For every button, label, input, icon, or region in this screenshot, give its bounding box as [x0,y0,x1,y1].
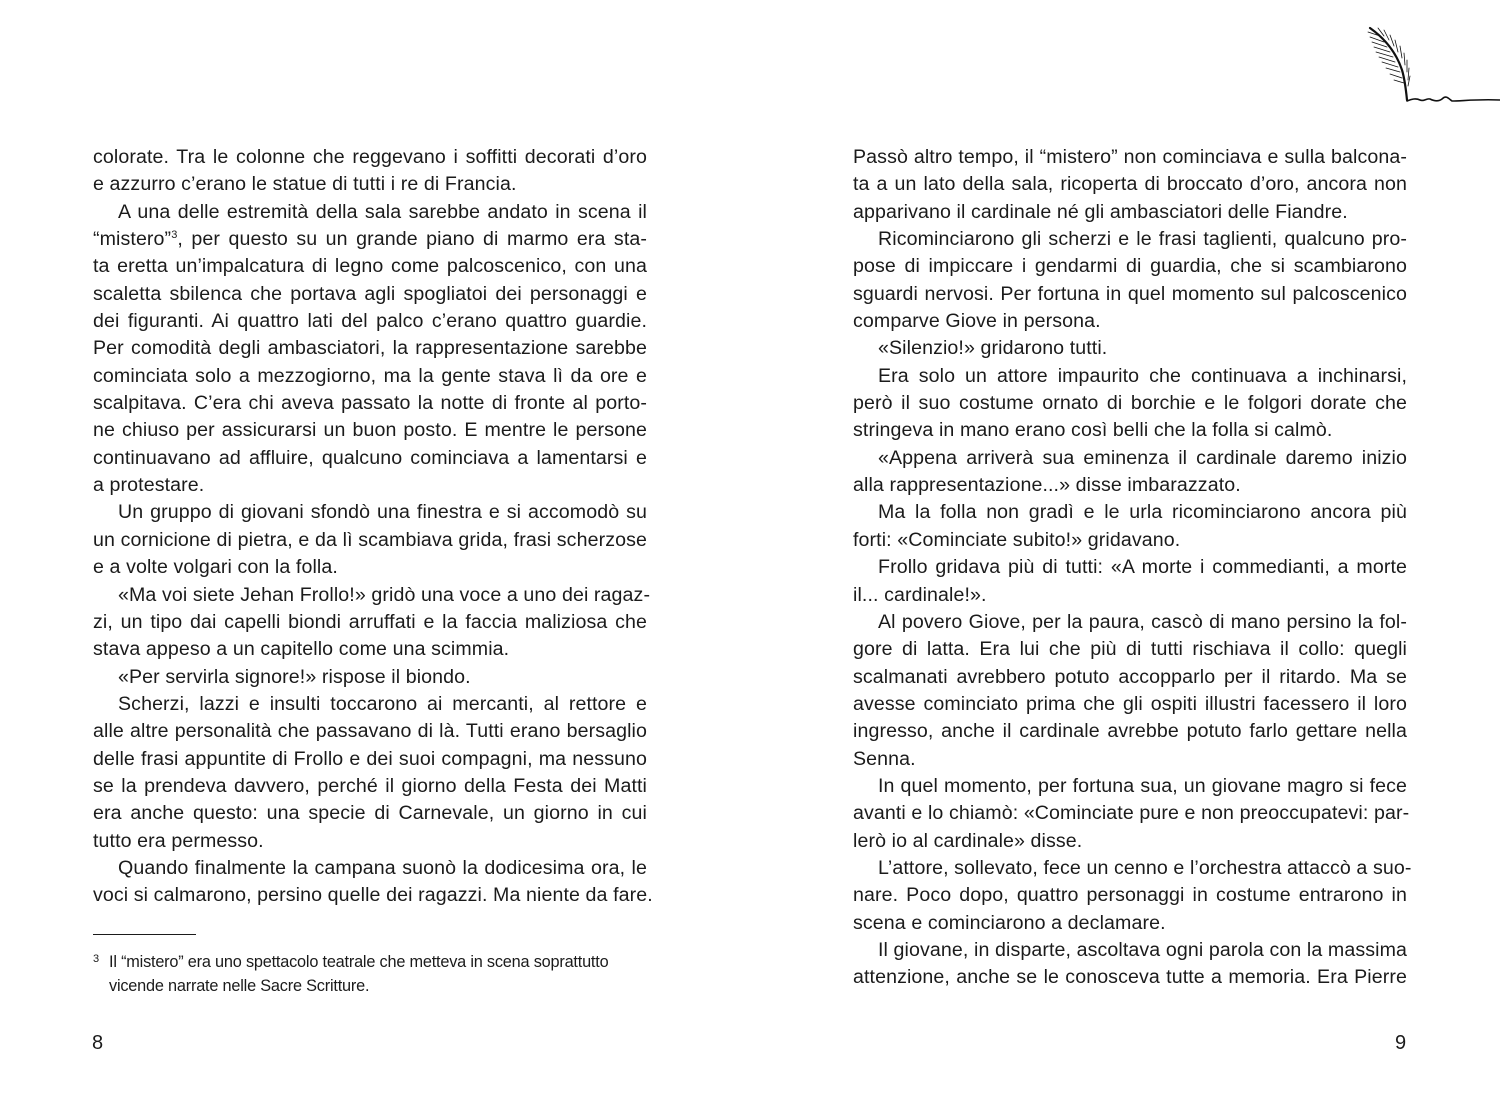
text-line: sguardi nervosi. Per fortuna in quel momento sul palcoscenico [853,282,1407,305]
text-line: Il giovane, in disparte, ascoltava ogni parola con la massima [878,938,1407,961]
text-line: ta eretta un’impalcatura di legno come palcoscenico, con una [93,255,647,278]
text-line: un cornicione di pietra, e da lì scambiava grida, frasi scherzose [93,528,647,551]
text-line: e azzurro c’erano le statue di tutti i re di Francia. [93,173,517,196]
text-line: «Silenzio!» gridarono tutti. [878,337,1108,360]
text-line: era anche questo: una specie di Carnevale, un giorno in cui [93,802,647,825]
footnote-line: vicende narrate nelle Sacre Scritture. [109,976,370,995]
text-line: In quel momento, per fortuna sua, un giovane magro si fece [878,774,1407,797]
paragraph [853,144,1407,226]
text-line: A una delle estremità della sala sarebbe andato in scena il [118,200,647,223]
text-line: delle frasi appuntite di Frollo e dei suoi compagni, ma nessuno [93,747,647,770]
text-line: lerò io al cardinale» disse. [853,829,1083,852]
paragraph [93,664,647,691]
text-line: scaletta sbilenca che portava agli spogliatoi dei personaggi e [93,282,647,305]
text-line: «Per servirla signore!» rispose il biondo. [118,665,471,688]
text-line: il... cardinale!». [853,583,987,606]
text-line: se la prendeva davvero, perché il giorno della Festa dei Matti [93,774,647,797]
text-line: Scherzi, lazzi e insulti toccarono ai mercanti, al rettore e [118,692,647,715]
text-line: tutto era permesso. [93,829,264,852]
paragraph [93,582,651,664]
text-line: Passò altro tempo, il “mistero” non cominciava e sulla balcona- [853,146,1407,168]
text-line: comparve Giove in persona. [853,310,1101,333]
text-line: stava appeso a un capitello come una scimmia. [93,638,510,661]
text-line: stringeva in mano erano così belli che la folla si calmò. [853,419,1333,442]
paragraph [93,691,647,855]
text-line: scalpitava. C’era chi aveva passato la notte di fronte al porto- [93,392,647,415]
text-line: ta a un lato della sala, ricoperta di broccato d’oro, ancora non [853,173,1407,196]
text-line: Era solo un attore impaurito che continuava a inchinarsi, [878,364,1407,387]
text-line: gore di latta. Era lui che più di tutti rischiava il collo: quegli [853,638,1407,661]
feather-quill-icon [1362,22,1500,108]
footnote [93,948,653,998]
text-line: cominciata solo a mezzogiorno, ma la gente stava lì da ore e [93,364,647,387]
text-line: forti: «Cominciate subito!» gridavano. [853,528,1181,551]
right-page [750,0,1500,1115]
paragraph [853,499,1407,554]
text-line: Ma la folla non gradì e le urla ricominciarono ancora più [878,501,1407,524]
footnote-reference: 3 [171,229,178,242]
text-line: e a volte volgari con la folla. [93,556,338,579]
paragraph [93,499,647,581]
page-number: 8 [92,1032,104,1054]
paragraph [853,609,1407,773]
text-line: alle altre personalità che passavano di là. Tutti erano bersaglio [93,720,647,743]
paragraph [853,226,1407,335]
text-line: a protestare. [93,474,205,497]
text-line: scena e cominciarono a declamare. [853,911,1166,934]
footnote-marker: 3 [93,953,99,965]
text-line: avanti e lo chiamò: «Cominciate pure e non preoccupatevi: par- [853,802,1410,825]
text-line: Per comodità degli ambasciatori, la rappresentazione sarebbe [93,337,647,360]
footnote-line [93,948,653,975]
text-line: zi, un tipo dai capelli biondi arruffati e la faccia maliziosa che [93,610,647,633]
paragraph [853,445,1407,500]
paragraph [853,773,1410,855]
text-line: però il suo costume ornato di borchie e le folgori dorate che [853,392,1407,415]
paragraph [853,363,1407,445]
text-line: scalmanati avrebbero potuto accopparlo per il ritardo. Ma se [853,665,1407,688]
text-line: voci si calmarono, persino quelle dei ragazzi. Ma niente da fare. [93,884,653,907]
text-line: Quando finalmente la campana suonò la dodicesima ora, le [118,856,647,879]
paragraph [93,144,647,199]
text-line: apparivano il cardinale né gli ambasciatori delle Fiandre. [853,200,1348,223]
text-line: attenzione, anche se le conosceva tutte a memoria. Era Pierre [853,966,1407,989]
text-line: dei figuranti. Ai quattro lati del palco c’erano quattro guardie. [93,310,647,333]
text-line: colorate. Tra le colonne che reggevano i soffitti decorati d’oro [93,146,647,168]
footnote-text: Il “mistero” era uno spettacolo teatrale che metteva in scena soprattutto [109,953,609,971]
text-line: Al povero Giove, per la paura, cascò di mano persino la fol- [878,610,1407,633]
left-page-body-text [93,144,653,910]
paragraph [853,937,1407,992]
text-line: avesse cominciato prima che gli ospiti illustri facessero il loro [853,692,1407,715]
text-line: «Appena arriverà sua eminenza il cardinale daremo inizio [878,446,1407,469]
paragraph [853,855,1412,937]
paragraph [93,199,647,500]
text-line: Un gruppo di giovani sfondò una finestra e si accomodò su [118,501,647,524]
right-page-body-text [853,144,1412,992]
paragraph [93,855,653,910]
text-line: ne chiuso per assicurarsi un buon posto. E mentre le persone [93,419,647,442]
footnote-separator-rule [93,934,196,935]
text-line: ingresso, anche il cardinale avrebbe potuto farlo gettare nella [853,720,1407,743]
paragraph [853,554,1407,609]
text-line: alla rappresentazione...» disse imbarazzato. [853,474,1241,497]
text-line: continuavano ad affluire, qualcuno cominciava a lamentarsi e [93,446,647,469]
text-line: pose di impiccare i gendarmi di guardia, che si scambiarono [853,255,1407,278]
text-line: Ricominciarono gli scherzi e le frasi taglienti, qualcuno pro- [878,228,1407,251]
page-number: 9 [1395,1032,1407,1054]
text-line: Senna. [853,747,916,770]
text-line: L’attore, sollevato, fece un cenno e l’orchestra attaccò a suo- [878,856,1412,879]
text-line: «Ma voi siete Jehan Frollo!» gridò una voce a uno dei ragaz- [118,583,651,606]
text-line: nare. Poco dopo, quattro personaggi in costume entrarono in [853,884,1407,907]
text-line: Frollo gridava più di tutti: «A morte i commedianti, a morte [878,556,1407,579]
paragraph [853,335,1407,362]
text-line: “mistero”$^3$, per questo su un grande piano di marmo era sta- [93,228,647,251]
